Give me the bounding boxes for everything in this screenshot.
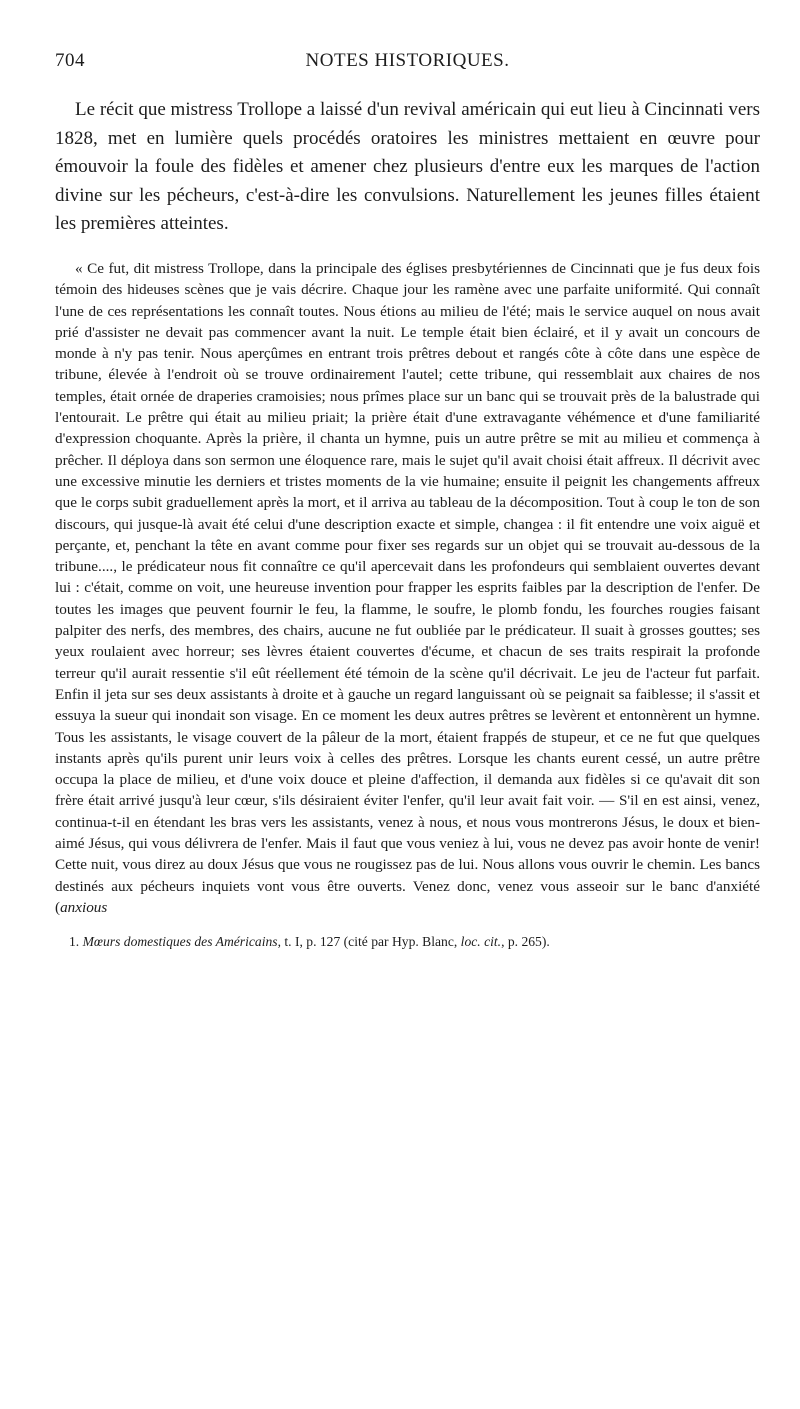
footnote-end: , p. 265).: [501, 934, 550, 950]
footnote-number: 1.: [69, 934, 80, 950]
page-number: 704: [55, 50, 85, 71]
footnote-middle: , t. I, p. 127 (cité par Hyp. Blanc,: [277, 934, 461, 950]
quote-text: « Ce fut, dit mistress Trollope, dans la principale des églises presbytériennes de Cincinnati que je fus deux fois témoin des hideuses scènes que je vais décrire. Chaque jour les ramène avec une parfaite uniformité. Qui connaît l'une de ces représentations les connaît toutes. Nous étions au milieu de l'été; mais le service auquel on nous avait prié d'assister ne devait pas commencer avant la nuit. Le temple était bien éclairé, et il y avait un concours de monde à n'y pas tenir. Nous aperçûmes en entrant trois prêtres debout et rangés côte à côte dans une espèce de tribune, élevée à l'endroit où se trouve ordinairement l'autel; cette tribune, qui ressemblait aux chaires de nos temples, était ornée de draperies cramoisies; nous prîmes place sur un banc qui se trouvait près de la balustrade qui l'entourait. Le prêtre qui était au milieu priait; la prière était d'une extravagante véhémence et d'une familiarité d'expression choquante. Après la prière, il chanta un hymne, puis un autre prêtre se mit au milieu et commença à prêcher. Il déploya dans son sermon une éloquence rare, mais le sujet qu'il avait choisi était affreux. Il décrivit avec une excessive minutie les derniers et tristes moments de la vie humaine; ensuite il peignit les changements affreux que le corps subit graduellement après la mort, et il arriva au tableau de la décomposition. Tout à coup le ton de son discours, qui jusque-là avait été celui d'une description exacte et simple, changea : il fit entendre une voix aiguë et perçante, et, penchant la tête en avant comme pour fixer ses regards sur un objet qui se trouvait au-dessous de la tribune...., le prédicateur nous fit connaître ce qu'il apercevait dans les profondeurs qui semblaient ouvertes devant lui : c'était, comme on voit, une heureuse invention pour frapper les esprits faibles par la description de l'enfer. De toutes les images que peuvent fournir le feu, la flamme, le soufre, le plomb fondu, les fourches rougies faisant palpiter des nerfs, des membres, des chairs, aucune ne fut oubliée par le prédicateur. Il suait à grosses gouttes; ses yeux roulaient avec horreur; ses lèvres étaient couvertes d'écume, et chacun de ses traits respirait la profonde terreur qu'il aurait ressentie s'il eût réellement été témoin de la scène qu'il décrivait. Le jeu de l'acteur fut parfait. Enfin il jeta sur ses deux assistants à droite et à gauche un regard languissant où se peignait sa faiblesse; il s'assit et essuya la sueur qui inondait son visage. En ce moment les deux autres prêtres se levèrent et entonnèrent un hymne. Tous les assistants, le visage couvert de la pâleur de la mort, étaient frappés de stupeur, et ce ne fut que quelques instants après qu'ils purent unir leurs voix à celles des prêtres. Lorsque les chants eurent cessé, un autre prêtre occupa la place de milieu, et d'une voix douce et pleine d'affection, il demanda aux fidèles si ce qu'avait dit son frère était arrivé jusqu'à leur cœur, s'ils désiraient éviter l'enfer, qu'il leur avait fait voir. — S'il en est ainsi, venez, continua-t-il en étendant les bras vers les assistants, venez à nous, et nous vous montrerons Jésus, le doux et bien-aimé Jésus, qui vous délivrera de l'enfer. Mais il faut que vous veniez à lui, vous ne devez pas avoir honte de venir! Cette nuit, vous direz au doux Jésus que vous ne rougissez pas de lui. Nous allons vous ouvrir le chemin. Les bancs destinés aux pécheurs inquiets vont vous être ouverts. Venez donc, venez vous asseoir sur le banc d'anxiété (: [55, 259, 760, 916]
footnote: [55, 933, 760, 951]
intro-paragraph: Le récit que mistress Trollope a laissé d'un revival américain qui eut lieu à Cincinnati vers 1828, met en lumière quels procédés oratoires les ministres mettaient en œuvre pour émouvoir la foule des fidèles et amener chez plusieurs d'entre eux les marques de l'action divine sur les pécheurs, c'est-à-dire les convulsions. Naturellement les jeunes filles étaient les premières atteintes.: [55, 99, 760, 235]
page: [55, 50, 760, 965]
quote-italic-word: anxious: [60, 898, 108, 916]
running-head: [55, 50, 760, 80]
footnote-title: Mœurs domestiques des Américains: [82, 934, 278, 950]
running-title: NOTES HISTORIQUES.: [305, 50, 510, 71]
footnote-loc: loc. cit.: [460, 934, 502, 950]
quote-paragraph: [55, 258, 760, 918]
